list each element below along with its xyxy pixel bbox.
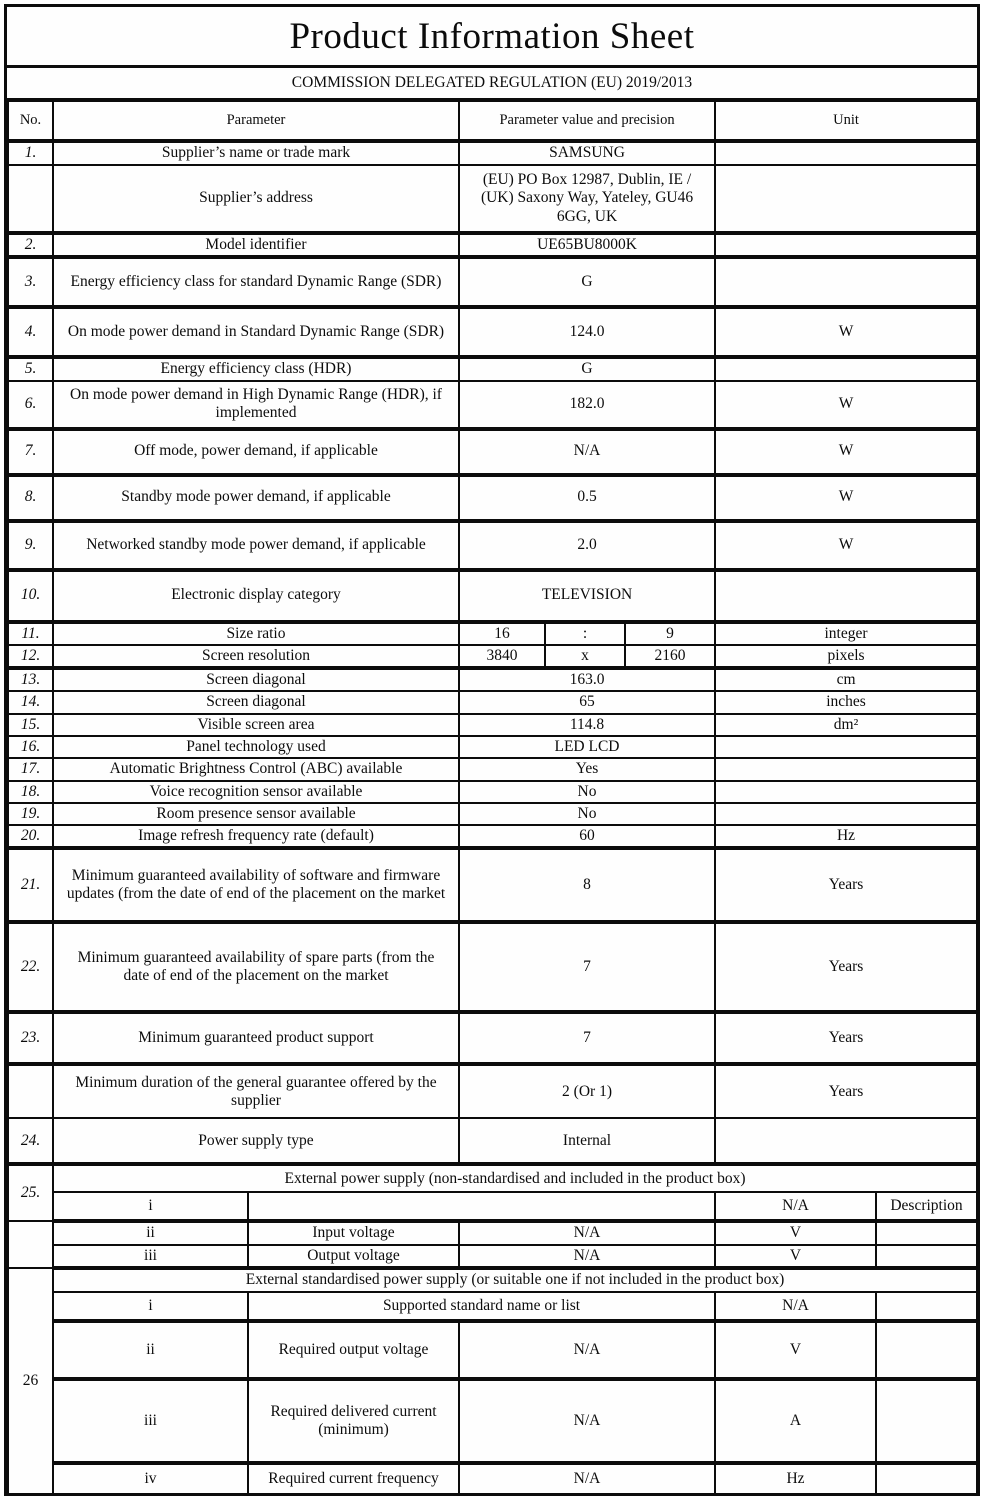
- header-unit: Unit: [715, 101, 977, 141]
- value-cell: LED LCD: [459, 736, 715, 758]
- description-cell: [876, 1379, 977, 1463]
- parameter-cell: Minimum guaranteed availability of spare parts (from the date of end of the placement on the market: [53, 922, 459, 1012]
- parameter-cell: Electronic display category: [53, 570, 459, 622]
- value-cell: Internal: [459, 1118, 715, 1164]
- parameter-cell: Standby mode power demand, if applicable: [53, 475, 459, 521]
- row-section25-ii: [8, 1221, 977, 1244]
- parameter-cell: Required delivered current (minimum): [248, 1379, 459, 1463]
- row-voice-recognition: [8, 781, 977, 803]
- value-cell: N/A: [459, 429, 715, 475]
- row-number-cell: 20.: [8, 825, 53, 848]
- parameter-cell: Room presence sensor available: [53, 803, 459, 825]
- row-supplier-name: [8, 141, 977, 165]
- value-cell: N/A: [459, 1321, 715, 1379]
- subindex-cell: iii: [53, 1379, 248, 1463]
- row-number-cell: 19.: [8, 803, 53, 825]
- parameter-cell: Minimum guaranteed product support: [53, 1012, 459, 1064]
- row-number-cell: 2.: [8, 233, 53, 257]
- parameter-cell: Supported standard name or list: [248, 1292, 715, 1321]
- value-cell: SAMSUNG: [459, 141, 715, 165]
- row-number-cell: 3.: [8, 257, 53, 307]
- parameter-cell: Power supply type: [53, 1118, 459, 1164]
- row-number-cell: 17.: [8, 758, 53, 780]
- unit-cell: W: [715, 307, 977, 357]
- value-cell: (EU) PO Box 12987, Dublin, IE / (UK) Saxony Way, Yateley, GU46 6GG, UK: [459, 165, 715, 233]
- unit-cell: Hz: [715, 825, 977, 848]
- value-cell: 2160: [625, 645, 715, 668]
- row-screen-resolution: [8, 645, 977, 668]
- parameter-cell: Visible screen area: [53, 714, 459, 736]
- parameter-cell: Energy efficiency class (HDR): [53, 357, 459, 380]
- parameter-cell: Supplier’s name or trade mark: [53, 141, 459, 165]
- parameter-cell: [248, 1192, 715, 1221]
- subindex-cell: i: [53, 1192, 248, 1221]
- value-cell: N/A: [715, 1292, 876, 1321]
- parameter-cell: Panel technology used: [53, 736, 459, 758]
- parameter-cell: Off mode, power demand, if applicable: [53, 429, 459, 475]
- parameter-cell: Energy efficiency class for standard Dynamic Range (SDR): [53, 257, 459, 307]
- unit-cell: [715, 803, 977, 825]
- row-product-support: [8, 1012, 977, 1064]
- value-cell: 60: [459, 825, 715, 848]
- table-header-row: [8, 101, 977, 141]
- row-supplier-address: [8, 165, 977, 233]
- row-number-cell: 6.: [8, 381, 53, 429]
- row-section26-iv: [8, 1463, 977, 1495]
- row-energy-class-hdr: [8, 357, 977, 380]
- row-standby-mode: [8, 475, 977, 521]
- unit-cell: W: [715, 429, 977, 475]
- unit-cell: integer: [715, 622, 977, 645]
- row-number-cell: 9.: [8, 521, 53, 570]
- value-cell: 7: [459, 922, 715, 1012]
- header-value: Parameter value and precision: [459, 101, 715, 141]
- row-screen-diagonal-cm: [8, 668, 977, 691]
- header-no: No.: [8, 101, 53, 141]
- value-separator-cell: :: [545, 622, 625, 645]
- unit-cell: V: [715, 1221, 876, 1244]
- subindex-cell: ii: [53, 1321, 248, 1379]
- unit-cell: [715, 570, 977, 622]
- row-section25-header: [8, 1164, 977, 1192]
- row-number-cell: 5.: [8, 357, 53, 380]
- unit-cell: [715, 357, 977, 380]
- value-cell: 65: [459, 691, 715, 713]
- unit-cell: Years: [715, 1012, 977, 1064]
- row-number-cell: 7.: [8, 429, 53, 475]
- row-number-cell: 21.: [8, 848, 53, 922]
- parameter-cell: Size ratio: [53, 622, 459, 645]
- parameter-cell: On mode power demand in Standard Dynamic Range (SDR): [53, 307, 459, 357]
- section-header-cell: External standardised power supply (or suitable one if not included in the product box): [53, 1268, 977, 1292]
- parameter-cell: Screen resolution: [53, 645, 459, 668]
- row-section25-iii: [8, 1245, 977, 1268]
- unit-cell: cm: [715, 668, 977, 691]
- parameter-cell: Image refresh frequency rate (default): [53, 825, 459, 848]
- product-info-table: [7, 100, 978, 1496]
- unit-cell: [715, 781, 977, 803]
- subindex-cell: ii: [53, 1221, 248, 1244]
- row-visible-screen-area: [8, 714, 977, 736]
- parameter-cell: On mode power demand in High Dynamic Range (HDR), if implemented: [53, 381, 459, 429]
- unit-cell: A: [715, 1379, 876, 1463]
- unit-cell: [715, 257, 977, 307]
- description-cell: [876, 1245, 977, 1268]
- value-cell: N/A: [459, 1245, 715, 1268]
- parameter-cell: Minimum duration of the general guarantee offered by the supplier: [53, 1064, 459, 1118]
- parameter-cell: Required current frequency: [248, 1463, 459, 1495]
- unit-cell: Years: [715, 848, 977, 922]
- row-energy-class-sdr: [8, 257, 977, 307]
- row-on-mode-hdr: [8, 381, 977, 429]
- parameter-cell: Model identifier: [53, 233, 459, 257]
- value-cell: 163.0: [459, 668, 715, 691]
- row-number-cell: 11.: [8, 622, 53, 645]
- unit-cell: V: [715, 1321, 876, 1379]
- row-number-cell: 16.: [8, 736, 53, 758]
- unit-cell: Hz: [715, 1463, 876, 1495]
- parameter-cell: Minimum guaranteed availability of software and firmware updates (from the date of end of the placement on the market: [53, 848, 459, 922]
- unit-cell: [715, 758, 977, 780]
- value-cell: G: [459, 357, 715, 380]
- description-cell: [876, 1221, 977, 1244]
- value-cell: 0.5: [459, 475, 715, 521]
- row-number-cell: 12.: [8, 645, 53, 668]
- description-cell: [876, 1292, 977, 1321]
- unit-cell: dm²: [715, 714, 977, 736]
- page-title: Product Information Sheet: [7, 7, 977, 68]
- row-number-cell: [8, 165, 53, 233]
- row-off-mode: [8, 429, 977, 475]
- value-cell: 2 (Or 1): [459, 1064, 715, 1118]
- parameter-cell: Networked standby mode power demand, if applicable: [53, 521, 459, 570]
- row-number-cell: 25.: [8, 1164, 53, 1221]
- row-section25-i: [8, 1192, 977, 1221]
- value-cell: UE65BU8000K: [459, 233, 715, 257]
- row-display-category: [8, 570, 977, 622]
- value-cell: 114.8: [459, 714, 715, 736]
- regulation-banner: COMMISSION DELEGATED REGULATION (EU) 2019/2013: [7, 68, 977, 100]
- unit-cell: [715, 165, 977, 233]
- row-number-cell: 4.: [8, 307, 53, 357]
- value-cell: G: [459, 257, 715, 307]
- value-cell: No: [459, 781, 715, 803]
- row-number-cell: 15.: [8, 714, 53, 736]
- section-header-cell: External power supply (non-standardised and included in the product box): [53, 1164, 977, 1192]
- unit-cell: W: [715, 521, 977, 570]
- value-cell: N/A: [459, 1221, 715, 1244]
- row-section26-iii: [8, 1379, 977, 1463]
- unit-cell: V: [715, 1245, 876, 1268]
- value-cell: 9: [625, 622, 715, 645]
- unit-cell: [715, 1118, 977, 1164]
- value-cell: N/A: [459, 1379, 715, 1463]
- value-cell: 8: [459, 848, 715, 922]
- parameter-cell: Automatic Brightness Control (ABC) available: [53, 758, 459, 780]
- value-cell: 182.0: [459, 381, 715, 429]
- row-room-presence: [8, 803, 977, 825]
- row-section26-header: [8, 1268, 977, 1292]
- row-spare-parts: [8, 922, 977, 1012]
- product-information-sheet: [4, 4, 980, 1496]
- row-size-ratio: [8, 622, 977, 645]
- unit-cell: pixels: [715, 645, 977, 668]
- parameter-cell: Output voltage: [248, 1245, 459, 1268]
- unit-cell: Years: [715, 1064, 977, 1118]
- description-cell: [876, 1463, 977, 1495]
- row-power-supply-type: [8, 1118, 977, 1164]
- row-section26-ii: [8, 1321, 977, 1379]
- parameter-cell: Screen diagonal: [53, 668, 459, 691]
- row-panel-technology: [8, 736, 977, 758]
- row-guarantee-duration: [8, 1064, 977, 1118]
- header-parameter: Parameter: [53, 101, 459, 141]
- parameter-cell: Voice recognition sensor available: [53, 781, 459, 803]
- row-networked-standby: [8, 521, 977, 570]
- row-number-cell: 14.: [8, 691, 53, 713]
- parameter-cell: Input voltage: [248, 1221, 459, 1244]
- row-abc-available: [8, 758, 977, 780]
- unit-cell: N/A: [715, 1192, 876, 1221]
- row-number-cell: 23.: [8, 1012, 53, 1064]
- unit-cell: inches: [715, 691, 977, 713]
- row-refresh-rate: [8, 825, 977, 848]
- row-number-cell: 18.: [8, 781, 53, 803]
- subindex-cell: i: [53, 1292, 248, 1321]
- unit-cell: [715, 233, 977, 257]
- parameter-cell: Required output voltage: [248, 1321, 459, 1379]
- description-cell: [876, 1321, 977, 1379]
- value-cell: TELEVISION: [459, 570, 715, 622]
- row-number-cell: [8, 1064, 53, 1118]
- unit-cell: [715, 736, 977, 758]
- row-number-cell: 22.: [8, 922, 53, 1012]
- subindex-cell: iv: [53, 1463, 248, 1495]
- value-cell: 2.0: [459, 521, 715, 570]
- value-cell: Yes: [459, 758, 715, 780]
- parameter-cell: Screen diagonal: [53, 691, 459, 713]
- value-cell: 124.0: [459, 307, 715, 357]
- row-on-mode-sdr: [8, 307, 977, 357]
- unit-cell: Years: [715, 922, 977, 1012]
- row-screen-diagonal-inches: [8, 691, 977, 713]
- row-number-cell: 26: [8, 1268, 53, 1495]
- value-separator-cell: x: [545, 645, 625, 668]
- parameter-cell: Supplier’s address: [53, 165, 459, 233]
- row-software-updates: [8, 848, 977, 922]
- row-section26-i: [8, 1292, 977, 1321]
- row-number-cell: 13.: [8, 668, 53, 691]
- row-model-identifier: [8, 233, 977, 257]
- description-cell: Description: [876, 1192, 977, 1221]
- unit-cell: [715, 141, 977, 165]
- row-number-cell: [8, 1221, 53, 1268]
- row-number-cell: 8.: [8, 475, 53, 521]
- unit-cell: W: [715, 381, 977, 429]
- value-cell: No: [459, 803, 715, 825]
- subindex-cell: iii: [53, 1245, 248, 1268]
- row-number-cell: 1.: [8, 141, 53, 165]
- row-number-cell: 24.: [8, 1118, 53, 1164]
- value-cell: 7: [459, 1012, 715, 1064]
- value-cell: 16: [459, 622, 545, 645]
- unit-cell: W: [715, 475, 977, 521]
- value-cell: 3840: [459, 645, 545, 668]
- value-cell: N/A: [459, 1463, 715, 1495]
- row-number-cell: 10.: [8, 570, 53, 622]
